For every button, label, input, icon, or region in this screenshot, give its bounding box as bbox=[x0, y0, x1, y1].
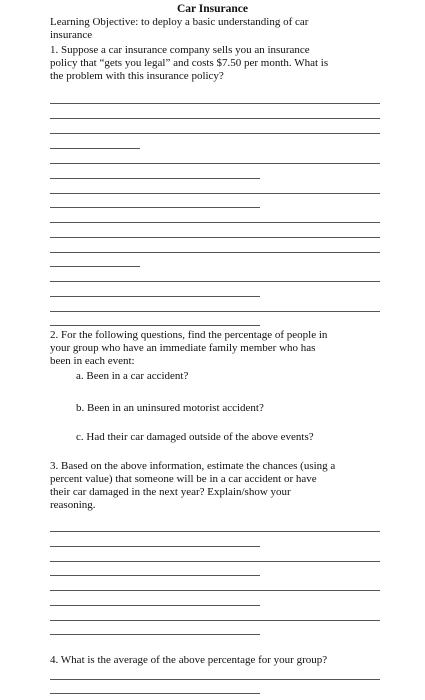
question-1-line-1: 1. Suppose a car insurance company sells you an insurance bbox=[50, 44, 310, 56]
answer-line bbox=[50, 163, 380, 164]
answer-line bbox=[50, 148, 140, 149]
answer-line bbox=[50, 325, 260, 326]
objective-line-1: Learning Objective: to deploy a basic understanding of car bbox=[50, 16, 309, 28]
question-3-line-4: reasoning. bbox=[50, 499, 96, 511]
answer-line bbox=[50, 605, 260, 606]
answer-line bbox=[50, 679, 380, 680]
question-2-line-2: your group who have an immediate family member who has bbox=[50, 342, 316, 354]
question-3-line-2: percent value) that someone will be in a car accident or have bbox=[50, 473, 317, 485]
answer-line bbox=[50, 178, 260, 179]
answer-line bbox=[50, 590, 380, 591]
question-1-line-3: the problem with this insurance policy? bbox=[50, 70, 224, 82]
answer-line bbox=[50, 237, 380, 238]
question-2-line-1: 2. For the following questions, find the percentage of people in bbox=[50, 329, 328, 341]
answer-line bbox=[50, 252, 380, 253]
question-2-item-c: c. Had their car damaged outside of the above events? bbox=[76, 431, 314, 443]
answer-line bbox=[50, 561, 380, 562]
answer-line bbox=[50, 311, 380, 312]
answer-line bbox=[50, 531, 380, 532]
question-2-item-b: b. Been in an uninsured motorist accident? bbox=[76, 402, 264, 414]
page-title: Car Insurance bbox=[176, 3, 249, 15]
answer-line bbox=[50, 207, 260, 208]
answer-line bbox=[50, 620, 380, 621]
answer-line bbox=[50, 575, 260, 576]
question-3-line-1: 3. Based on the above information, estimate the chances (using a bbox=[50, 460, 336, 472]
answer-line bbox=[50, 133, 380, 134]
question-4-line-1: 4. What is the average of the above percentage for your group? bbox=[50, 654, 328, 666]
answer-line bbox=[50, 193, 380, 194]
answer-line bbox=[50, 281, 380, 282]
answer-line bbox=[50, 222, 380, 223]
question-3-line-3: their car damaged in the next year? Explain/show your bbox=[50, 486, 291, 498]
answer-line bbox=[50, 693, 260, 694]
answer-line bbox=[50, 266, 140, 267]
answer-line bbox=[50, 634, 260, 635]
objective-line-2: insurance bbox=[50, 29, 93, 41]
question-2-item-a: a. Been in a car accident? bbox=[76, 370, 189, 382]
question-1-line-2: policy that “gets you legal” and costs $7.50 per month. What is bbox=[50, 57, 329, 69]
answer-line bbox=[50, 103, 380, 104]
answer-line bbox=[50, 118, 380, 119]
question-2-line-3: been in each event: bbox=[50, 355, 135, 367]
answer-line bbox=[50, 296, 260, 297]
answer-line bbox=[50, 546, 260, 547]
